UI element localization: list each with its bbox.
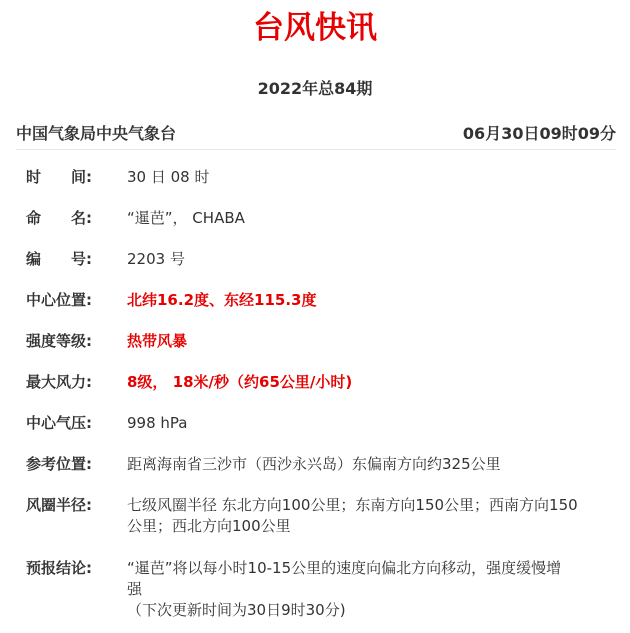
issue-number: 2022年总84期 <box>257 79 373 98</box>
field-time-value: 30 日 08 时 <box>127 168 210 186</box>
field-center-label: 中心位置: <box>26 291 92 309</box>
field-forecast-value <box>127 558 607 621</box>
field-max-wind-value: 8级， 18米/秒（约65公里/小时) <box>127 373 353 391</box>
field-forecast-line-3: （下次更新时间为30日9时30分) <box>127 601 346 619</box>
field-time-label <box>26 167 116 188</box>
header-divider <box>16 149 616 150</box>
field-intensity-label: 强度等级: <box>26 332 92 350</box>
field-name-value: “暹芭”， CHABA <box>127 209 245 227</box>
field-center-value: 北纬16.2度、东经115.3度 <box>127 291 317 309</box>
field-number-label-b: 号: <box>71 250 93 268</box>
field-forecast-line-2: 强 <box>127 580 143 598</box>
agency-name: 中国气象局中央气象台 <box>16 124 177 143</box>
field-number-label-a: 编 <box>26 250 42 268</box>
field-max-wind-label: 最大风力: <box>26 373 92 391</box>
field-radius-line-1: 七级风圈半径 东北方向100公里；东南方向150公里；西南方向150 <box>127 496 578 514</box>
field-radius-label: 风圈半径: <box>26 496 92 514</box>
bulletin-header <box>16 122 616 148</box>
field-pressure-label: 中心气压: <box>26 414 92 432</box>
field-forecast-label: 预报结论: <box>26 559 92 577</box>
field-number-value: 2203 号 <box>127 250 185 268</box>
field-forecast-line-1: “暹芭”将以每小时10-15公里的速度向偏北方向移动，强度缓慢增 <box>127 559 562 577</box>
field-pressure-value: 998 hPa <box>127 414 188 432</box>
field-name-label <box>26 208 116 229</box>
field-time-label-b: 间: <box>71 168 93 186</box>
field-time-label-a: 时 <box>26 168 42 186</box>
field-radius-value <box>127 495 607 537</box>
field-intensity-value: 热带风暴 <box>127 332 188 350</box>
field-number-label <box>26 249 116 270</box>
field-name-label-a: 命 <box>26 209 42 227</box>
publish-datetime: 06月30日09时09分 <box>462 124 616 143</box>
page-title: 台风快讯 <box>253 10 377 46</box>
field-name-label-b: 名: <box>71 209 93 227</box>
field-reference-label: 参考位置: <box>26 455 92 473</box>
field-reference-value: 距离海南省三沙市（西沙永兴岛）东偏南方向约325公里 <box>127 455 501 473</box>
field-radius-line-2: 公里；西北方向100公里 <box>127 517 291 535</box>
